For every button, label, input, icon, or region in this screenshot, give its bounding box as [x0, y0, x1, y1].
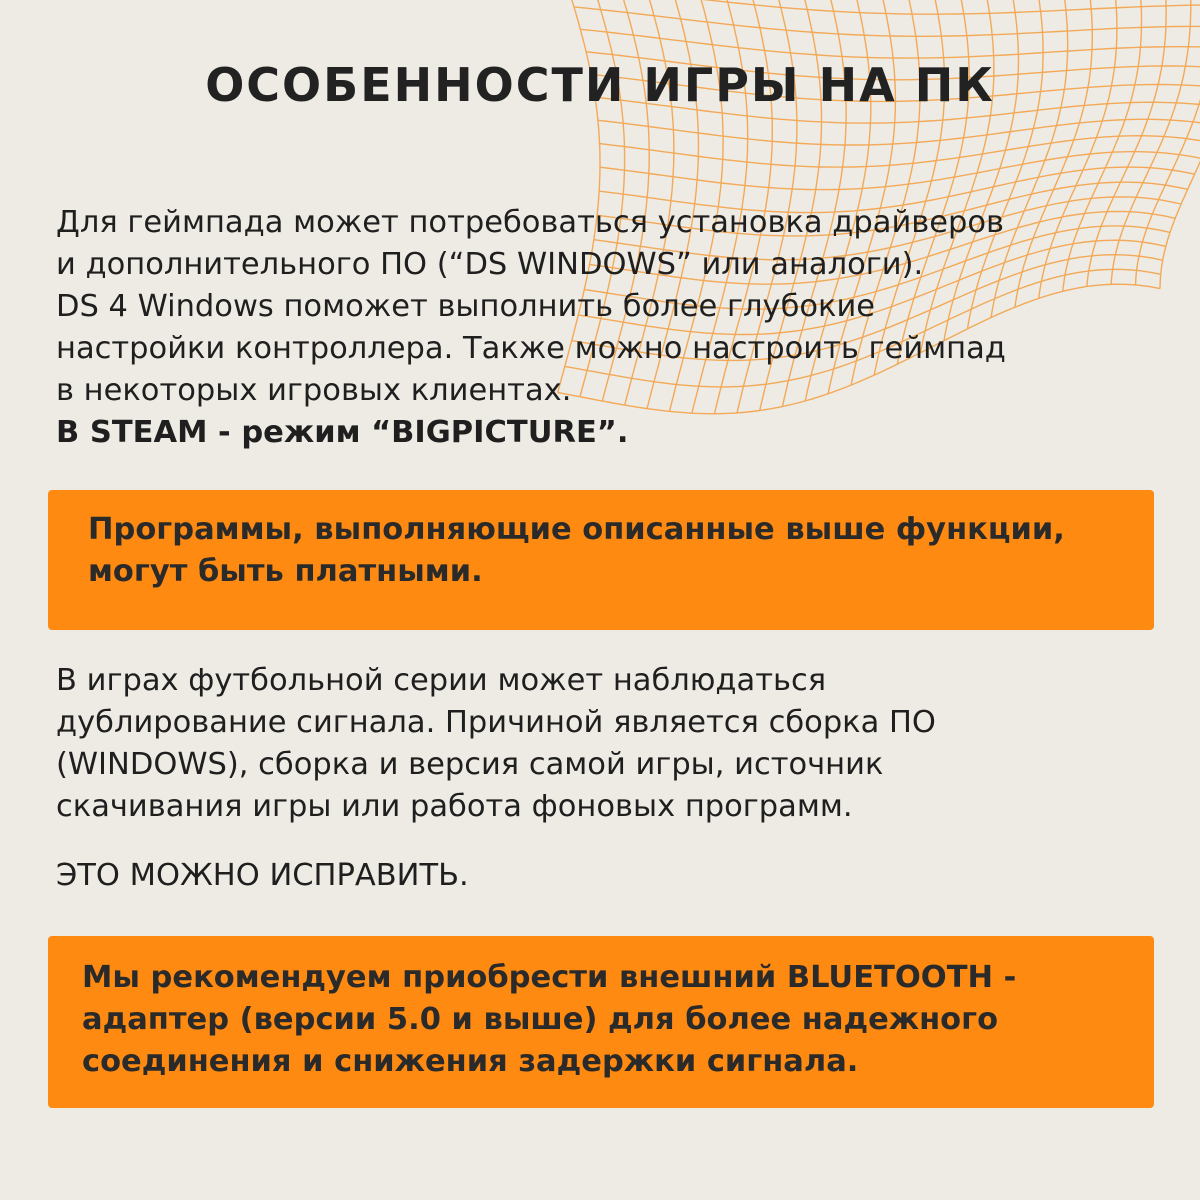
- paragraph-line: настройки контроллера. Также можно настроить геймпад: [56, 331, 1006, 366]
- bigpicture-label: BIGPICTURE: [391, 415, 597, 450]
- paragraph-line: Для геймпада может потребоваться установка драйверов: [56, 205, 1005, 240]
- paragraph-line: В играх футбольной серии может наблюдаться: [56, 663, 827, 698]
- steam-line: [56, 412, 1166, 454]
- paragraph-line: DS 4 Windows поможет выполнить более глубокие: [56, 289, 876, 324]
- mesh-line: [1160, 0, 1200, 289]
- callout-line: могут быть платными.: [88, 554, 483, 589]
- paragraph-line: и дополнительного ПО (“DS WINDOWS” или аналоги).: [56, 247, 924, 282]
- mesh-line: [600, 136, 1200, 167]
- callout-line: Программы, выполняющие описанные выше функции,: [88, 512, 1065, 547]
- steam-mode-suffix: ”.: [596, 415, 629, 450]
- paragraph-line: (WINDOWS), сборка и версия самой игры, источник: [56, 747, 884, 782]
- callout-text: [88, 509, 1065, 593]
- bluetooth-callout: [48, 936, 1154, 1108]
- drivers-paragraph: [56, 202, 1166, 454]
- steam-label: B STEAM: [56, 415, 208, 450]
- callout-line: соединения и снижения задержки сигнала.: [82, 1044, 859, 1079]
- signal-paragraph: [56, 660, 1166, 828]
- paragraph-line: дублирование сигнала. Причиной является сборка ПО: [56, 705, 936, 740]
- callout-line: Мы рекомендуем приобрести внешний BLUETOOTH -: [82, 960, 1017, 995]
- fix-note: ЭТО МОЖНО ИСПРАВИТЬ.: [56, 858, 469, 893]
- paragraph-line: скачивания игры или работа фоновых программ.: [56, 789, 853, 824]
- callout-line: адаптер (версии 5.0 и выше) для более надежного: [82, 1002, 999, 1037]
- steam-mode-prefix: - режим “: [207, 415, 392, 450]
- callout-text: [82, 957, 1016, 1083]
- paid-programs-callout: [48, 490, 1154, 630]
- paragraph-line: в некоторых игровых клиентах.: [56, 373, 572, 408]
- page-title: ОСОБЕННОСТИ ИГРЫ НА ПК: [205, 58, 995, 112]
